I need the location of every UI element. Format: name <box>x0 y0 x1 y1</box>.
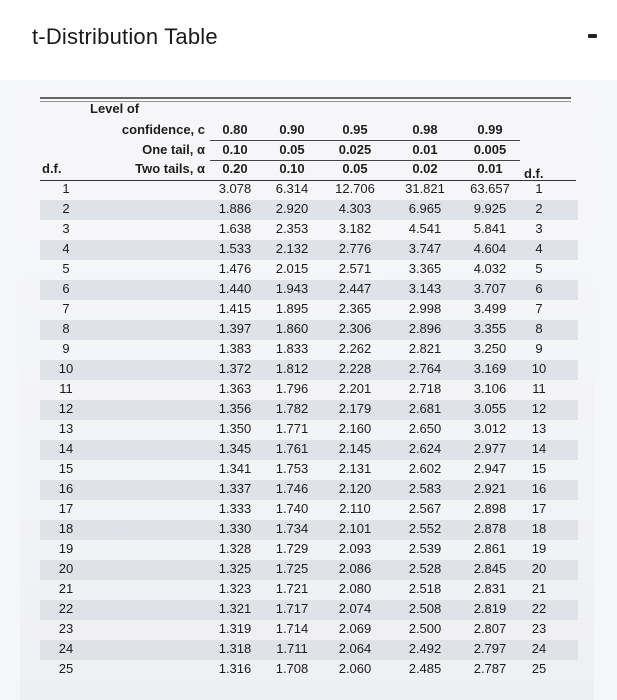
df-header-right: d.f. <box>524 166 544 181</box>
header-one-tail-4: 0.01 <box>412 142 438 157</box>
table-cell: 1.415 <box>218 301 252 316</box>
table-cell: 2.060 <box>338 661 372 676</box>
df-cell-right: 11 <box>532 381 546 396</box>
df-cell-left: 24 <box>58 641 74 656</box>
table-cell: 3.355 <box>473 321 507 336</box>
df-cell-left: 3 <box>62 221 70 236</box>
table-cell: 2.485 <box>408 661 442 676</box>
table-cell: 2.787 <box>473 661 507 676</box>
table-top-rule <box>40 97 571 99</box>
df-cell-left: 15 <box>58 461 74 476</box>
table-cell: 1.717 <box>275 601 309 616</box>
table-cell: 2.624 <box>408 441 442 456</box>
table-cell: 1.886 <box>218 201 252 216</box>
header-rule-confidence <box>210 140 520 141</box>
df-cell-right: 20 <box>531 561 547 576</box>
table-cell: 1.319 <box>218 621 252 636</box>
table-cell: 1.734 <box>275 521 309 536</box>
table-cell: 2.776 <box>338 241 372 256</box>
table-cell: 2.500 <box>408 621 442 636</box>
table-cell: 1.363 <box>218 381 252 396</box>
table-cell: 1.943 <box>275 281 309 296</box>
table-cell: 1.761 <box>275 441 309 456</box>
table-cell: 1.440 <box>218 281 252 296</box>
table-cell: 2.878 <box>473 521 507 536</box>
table-cell: 1.638 <box>218 221 252 236</box>
header-confidence-2: 0.90 <box>279 122 305 137</box>
header-confidence-4: 0.98 <box>412 122 438 137</box>
header-two-tails-3: 0.05 <box>342 161 368 176</box>
one-tail-label: One tail, α <box>142 142 205 157</box>
df-cell-right: 1 <box>535 181 543 196</box>
table-cell: 2.861 <box>473 541 507 556</box>
header-two-tails-1: 0.20 <box>222 161 248 176</box>
table-cell: 2.681 <box>408 401 442 416</box>
table-cell: 6.965 <box>408 201 442 216</box>
table-cell: 2.508 <box>408 601 442 616</box>
header-one-tail-1: 0.10 <box>222 142 248 157</box>
table-cell: 3.365 <box>408 261 442 276</box>
table-cell: 12.706 <box>335 181 375 196</box>
table-cell: 1.325 <box>218 561 252 576</box>
df-cell-left: 25 <box>58 661 74 676</box>
df-cell-right: 10 <box>531 361 547 376</box>
header-confidence-1: 0.80 <box>222 122 248 137</box>
table-cell: 3.078 <box>218 181 252 196</box>
table-cell: 2.074 <box>338 601 372 616</box>
level-of-label: Level of <box>90 101 140 116</box>
table-cell: 3.747 <box>408 241 442 256</box>
table-cell: 2.821 <box>408 341 442 356</box>
table-cell: 1.321 <box>218 601 252 616</box>
df-cell-left: 16 <box>58 481 74 496</box>
table-cell: 1.350 <box>218 421 252 436</box>
page-title: t-Distribution Table <box>32 24 218 49</box>
df-cell-left: 18 <box>58 521 74 536</box>
header-one-tail-5: 0.005 <box>473 142 507 157</box>
table-cell: 2.353 <box>275 221 309 236</box>
table-cell: 2.898 <box>473 501 507 516</box>
table-cell: 3.182 <box>338 221 372 236</box>
df-cell-left: 7 <box>62 301 70 316</box>
table-cell: 1.328 <box>218 541 252 556</box>
confidence-label: confidence, c <box>121 122 205 137</box>
table-cell: 2.201 <box>338 381 372 396</box>
table-cell: 2.131 <box>338 461 372 476</box>
df-cell-left: 20 <box>58 561 74 576</box>
header-confidence-5: 0.99 <box>477 122 503 137</box>
df-cell-right: 17 <box>531 501 547 516</box>
table-cell: 1.330 <box>218 521 252 536</box>
table-cell: 2.552 <box>408 521 442 536</box>
menu-dash-icon[interactable] <box>588 34 597 38</box>
table-cell: 4.303 <box>338 201 372 216</box>
header-confidence-3: 0.95 <box>342 122 368 137</box>
df-cell-left: 13 <box>58 421 74 436</box>
df-cell-left: 11 <box>59 381 73 396</box>
df-cell-left: 10 <box>58 361 74 376</box>
table-cell: 1.323 <box>218 581 252 596</box>
table-cell: 1.356 <box>218 401 252 416</box>
table-cell: 2.365 <box>338 301 372 316</box>
table-cell: 2.228 <box>338 361 372 376</box>
table-cell: 2.764 <box>408 361 442 376</box>
table-cell: 1.318 <box>218 641 252 656</box>
df-cell-left: 23 <box>58 621 74 636</box>
table-cell: 2.797 <box>473 641 507 656</box>
table-cell: 2.145 <box>338 441 372 456</box>
table-cell: 2.650 <box>408 421 442 436</box>
df-cell-left: 21 <box>58 581 74 596</box>
table-cell: 1.771 <box>275 421 309 436</box>
df-cell-left: 14 <box>58 441 74 456</box>
table-cell: 31.821 <box>405 181 445 196</box>
table-cell: 1.372 <box>218 361 252 376</box>
df-cell-right: 13 <box>531 421 547 436</box>
table-cell: 1.337 <box>218 481 252 496</box>
table-cell: 1.796 <box>275 381 309 396</box>
df-cell-right: 4 <box>535 241 543 256</box>
df-cell-left: 22 <box>58 601 74 616</box>
df-cell-right: 16 <box>531 481 547 496</box>
table-cell: 2.101 <box>338 521 372 536</box>
table-cell: 2.447 <box>338 281 372 296</box>
table-cell: 3.143 <box>408 281 442 296</box>
df-cell-right: 22 <box>531 601 547 616</box>
df-cell-right: 9 <box>535 341 543 356</box>
table-cell: 1.746 <box>275 481 309 496</box>
table-cell: 4.032 <box>473 261 507 276</box>
table-cell: 2.492 <box>408 641 442 656</box>
table-cell: 1.333 <box>218 501 252 516</box>
table-cell: 1.812 <box>275 361 309 376</box>
table-cell: 4.604 <box>473 241 507 256</box>
table-cell: 1.533 <box>218 241 252 256</box>
table-cell: 1.476 <box>218 261 252 276</box>
df-cell-left: 9 <box>62 341 70 356</box>
df-cell-right: 14 <box>531 441 547 456</box>
table-cell: 2.718 <box>408 381 442 396</box>
table-cell: 2.571 <box>338 261 372 276</box>
df-cell-left: 12 <box>58 401 74 416</box>
table-cell: 2.998 <box>408 301 442 316</box>
df-cell-right: 19 <box>531 541 547 556</box>
table-cell: 2.539 <box>408 541 442 556</box>
table-cell: 2.110 <box>339 501 371 516</box>
df-cell-left: 17 <box>58 501 74 516</box>
table-cell: 2.977 <box>473 441 507 456</box>
table-cell: 2.518 <box>408 581 442 596</box>
table-cell: 1.833 <box>275 341 309 356</box>
table-cell: 3.012 <box>473 421 507 436</box>
df-cell-right: 24 <box>531 641 547 656</box>
table-cell: 1.740 <box>275 501 309 516</box>
df-cell-right: 12 <box>531 401 547 416</box>
df-cell-right: 25 <box>531 661 547 676</box>
table-cell: 1.316 <box>218 661 252 676</box>
table-cell: 2.947 <box>473 461 507 476</box>
df-cell-right: 5 <box>535 261 543 276</box>
table-cell: 2.179 <box>338 401 372 416</box>
table-cell: 2.807 <box>473 621 507 636</box>
two-tails-label: Two tails, α <box>135 161 205 176</box>
table-cell: 2.069 <box>338 621 372 636</box>
table-cell: 1.860 <box>275 321 309 336</box>
table-cell: 2.093 <box>338 541 372 556</box>
table-cell: 2.080 <box>338 581 372 596</box>
df-cell-left: 2 <box>62 201 70 216</box>
df-cell-right: 23 <box>531 621 547 636</box>
table-cell: 2.086 <box>338 561 372 576</box>
table-cell: 2.064 <box>338 641 372 656</box>
table-cell: 1.714 <box>275 621 309 636</box>
df-cell-right: 21 <box>531 581 547 596</box>
table-cell: 1.708 <box>275 661 309 676</box>
table-cell: 1.345 <box>218 441 252 456</box>
df-cell-left: 1 <box>62 181 70 196</box>
table-cell: 1.725 <box>275 561 309 576</box>
table-cell: 9.925 <box>473 201 507 216</box>
table-cell: 3.106 <box>473 381 507 396</box>
table-cell: 2.896 <box>408 321 442 336</box>
df-cell-left: 5 <box>62 261 70 276</box>
table-cell: 3.499 <box>473 301 507 316</box>
header-one-tail-3: 0.025 <box>338 142 372 157</box>
table-cell: 1.711 <box>276 641 308 656</box>
df-cell-right: 15 <box>531 461 547 476</box>
table-cell: 2.528 <box>408 561 442 576</box>
table-cell: 1.729 <box>275 541 309 556</box>
table-cell: 1.895 <box>275 301 309 316</box>
table-cell: 63.657 <box>470 181 510 196</box>
table-cell: 2.120 <box>338 481 372 496</box>
df-cell-right: 18 <box>531 521 547 536</box>
table-cell: 2.845 <box>473 561 507 576</box>
table-cell: 2.602 <box>408 461 442 476</box>
table-cell: 1.341 <box>218 461 252 476</box>
table-cell: 6.314 <box>275 181 309 196</box>
table-cell: 1.383 <box>218 341 252 356</box>
table-cell: 2.819 <box>473 601 507 616</box>
df-cell-right: 6 <box>535 281 543 296</box>
table-cell: 2.583 <box>408 481 442 496</box>
df-cell-left: 8 <box>62 321 70 336</box>
header-two-tails-5: 0.01 <box>477 161 503 176</box>
table-cell: 3.250 <box>473 341 507 356</box>
table-cell: 3.055 <box>473 401 507 416</box>
table-cell: 1.721 <box>275 581 309 596</box>
table-cell: 3.707 <box>473 281 507 296</box>
df-cell-right: 8 <box>535 321 543 336</box>
table-cell: 2.921 <box>473 481 507 496</box>
table-cell: 2.015 <box>275 261 309 276</box>
df-cell-right: 7 <box>535 301 543 316</box>
table-cell: 2.132 <box>275 241 309 256</box>
df-cell-left: 4 <box>62 241 70 256</box>
table-cell: 2.306 <box>338 321 372 336</box>
df-cell-left: 19 <box>58 541 74 556</box>
header-one-tail-2: 0.05 <box>279 142 305 157</box>
table-cell: 2.160 <box>338 421 372 436</box>
table-cell: 2.567 <box>408 501 442 516</box>
table-cell: 5.841 <box>473 221 507 236</box>
header-two-tails-4: 0.02 <box>412 161 438 176</box>
df-cell-right: 3 <box>535 221 543 236</box>
header-two-tails-2: 0.10 <box>279 161 305 176</box>
table-cell: 4.541 <box>408 221 442 236</box>
table-cell: 1.753 <box>275 461 309 476</box>
table-cell: 2.262 <box>338 341 372 356</box>
table-cell: 3.169 <box>473 361 507 376</box>
df-cell-left: 6 <box>62 281 70 296</box>
table-cell: 1.782 <box>275 401 309 416</box>
df-header-left: d.f. <box>42 161 62 176</box>
table-cell: 2.831 <box>473 581 507 596</box>
table-cell: 1.397 <box>218 321 252 336</box>
df-cell-right: 2 <box>535 201 543 216</box>
table-cell: 2.920 <box>275 201 309 216</box>
